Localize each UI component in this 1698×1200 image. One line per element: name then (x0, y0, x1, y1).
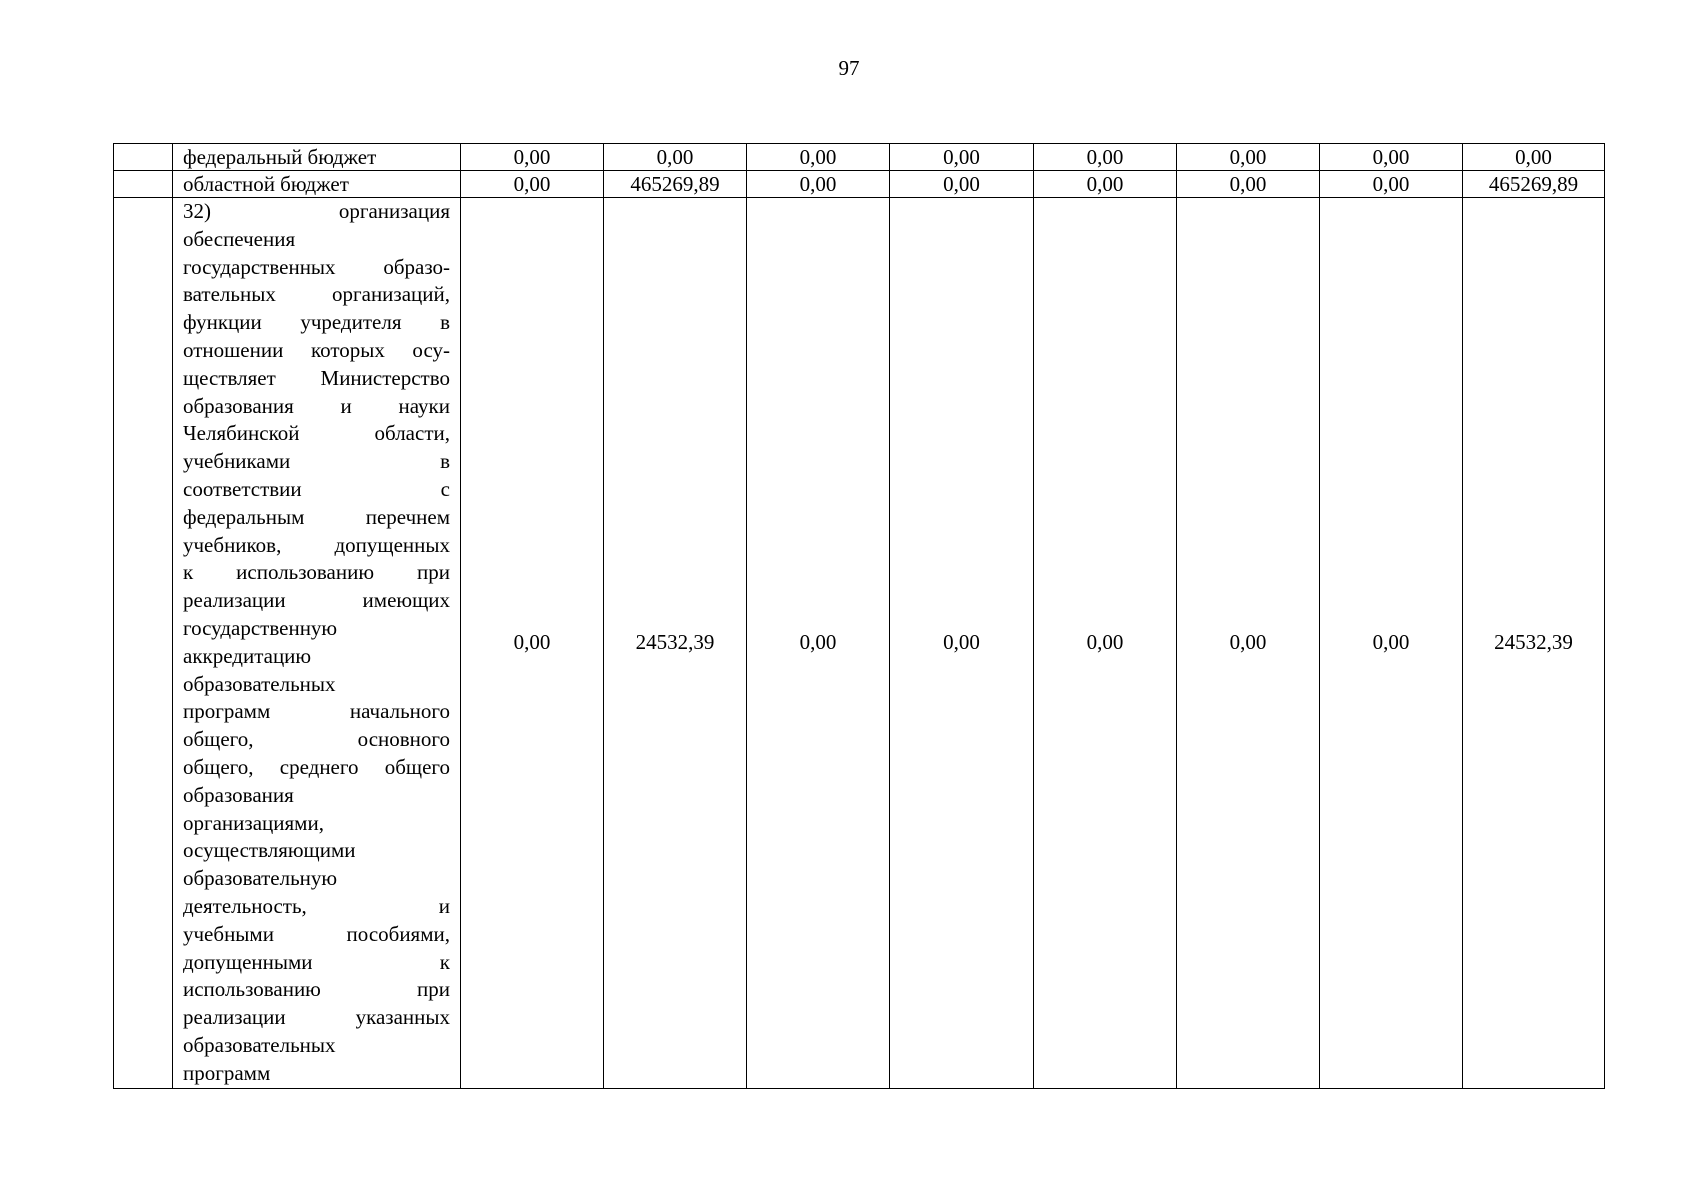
desc-line: общего, основного (183, 727, 450, 752)
row-number-cell (114, 198, 173, 1089)
desc-line: осуществляющими (183, 838, 356, 863)
desc-line: общего, среднего общего (183, 754, 450, 779)
value-cell: 0,00 (1320, 144, 1463, 171)
budget-table (113, 143, 1605, 1089)
table-row (114, 198, 1605, 1089)
value-cell: 0,00 (890, 144, 1034, 171)
desc-line: образовательных (183, 1032, 336, 1057)
desc-line: аккредитацию (183, 643, 312, 668)
desc-line: допущенными к (183, 949, 450, 974)
desc-line: использованию при (183, 977, 450, 1002)
value-cell: 0,00 (890, 198, 1034, 1089)
row-number-cell (114, 171, 173, 198)
desc-line: обеспечения (183, 226, 296, 251)
desc-line: к использованию при (183, 560, 450, 585)
desc-line: ществляет Министерство (183, 365, 450, 390)
value-cell: 0,00 (1034, 198, 1177, 1089)
page-number: 97 (838, 56, 860, 80)
table-row (114, 171, 1605, 198)
value-cell: 0,00 (1177, 144, 1320, 171)
desc-line: 32) организация (183, 199, 450, 223)
value-cell: 0,00 (1177, 198, 1320, 1089)
desc-line: реализации указанных (183, 1005, 450, 1030)
desc-line: учебными пособиями, (183, 921, 450, 946)
desc-line: деятельность, и (183, 893, 450, 918)
value-cell: 0,00 (1034, 171, 1177, 198)
desc-line: образования и науки (183, 393, 450, 418)
desc-line: соответствии с (183, 476, 450, 501)
desc-line: образовательных (183, 671, 336, 696)
value-cell: 24532,39 (604, 198, 747, 1089)
desc-line: организациями, (183, 810, 324, 835)
desc-line: государственных образо- (183, 254, 450, 279)
desc-line: реализации имеющих (183, 588, 450, 613)
desc-line: учебников, допущенных (183, 532, 450, 557)
value-cell: 0,00 (747, 198, 890, 1089)
value-cell: 0,00 (604, 144, 747, 171)
value-cell: 0,00 (461, 198, 604, 1089)
desc-line: образования (183, 782, 294, 807)
value-cell: 0,00 (747, 171, 890, 198)
row-label: областной бюджет (173, 171, 461, 198)
value-cell: 0,00 (461, 144, 604, 171)
desc-line: программ начального (183, 699, 450, 724)
value-cell: 0,00 (1463, 144, 1605, 171)
desc-line: функции учредителя в (183, 310, 450, 335)
row-label-long (173, 198, 461, 1089)
row-number-cell (114, 144, 173, 171)
value-cell: 0,00 (1177, 171, 1320, 198)
value-cell: 0,00 (1320, 198, 1463, 1089)
value-cell: 0,00 (1320, 171, 1463, 198)
row-label: федеральный бюджет (173, 144, 461, 171)
desc-line: Челябинской области, (183, 421, 450, 446)
desc-line: государственную (183, 615, 338, 640)
desc-line: образовательную (183, 866, 338, 891)
desc-line: программ (183, 1060, 271, 1085)
value-cell: 0,00 (890, 171, 1034, 198)
value-cell: 24532,39 (1463, 198, 1605, 1089)
value-cell: 0,00 (1034, 144, 1177, 171)
desc-line: вательных организаций, (183, 282, 450, 307)
table-row (114, 144, 1605, 171)
value-cell: 465269,89 (1463, 171, 1605, 198)
value-cell: 465269,89 (604, 171, 747, 198)
value-cell: 0,00 (461, 171, 604, 198)
desc-line: федеральным перечнем (183, 504, 450, 529)
value-cell: 0,00 (747, 144, 890, 171)
desc-line: отношении которых осу- (183, 337, 450, 362)
desc-line: учебниками в (183, 449, 450, 474)
